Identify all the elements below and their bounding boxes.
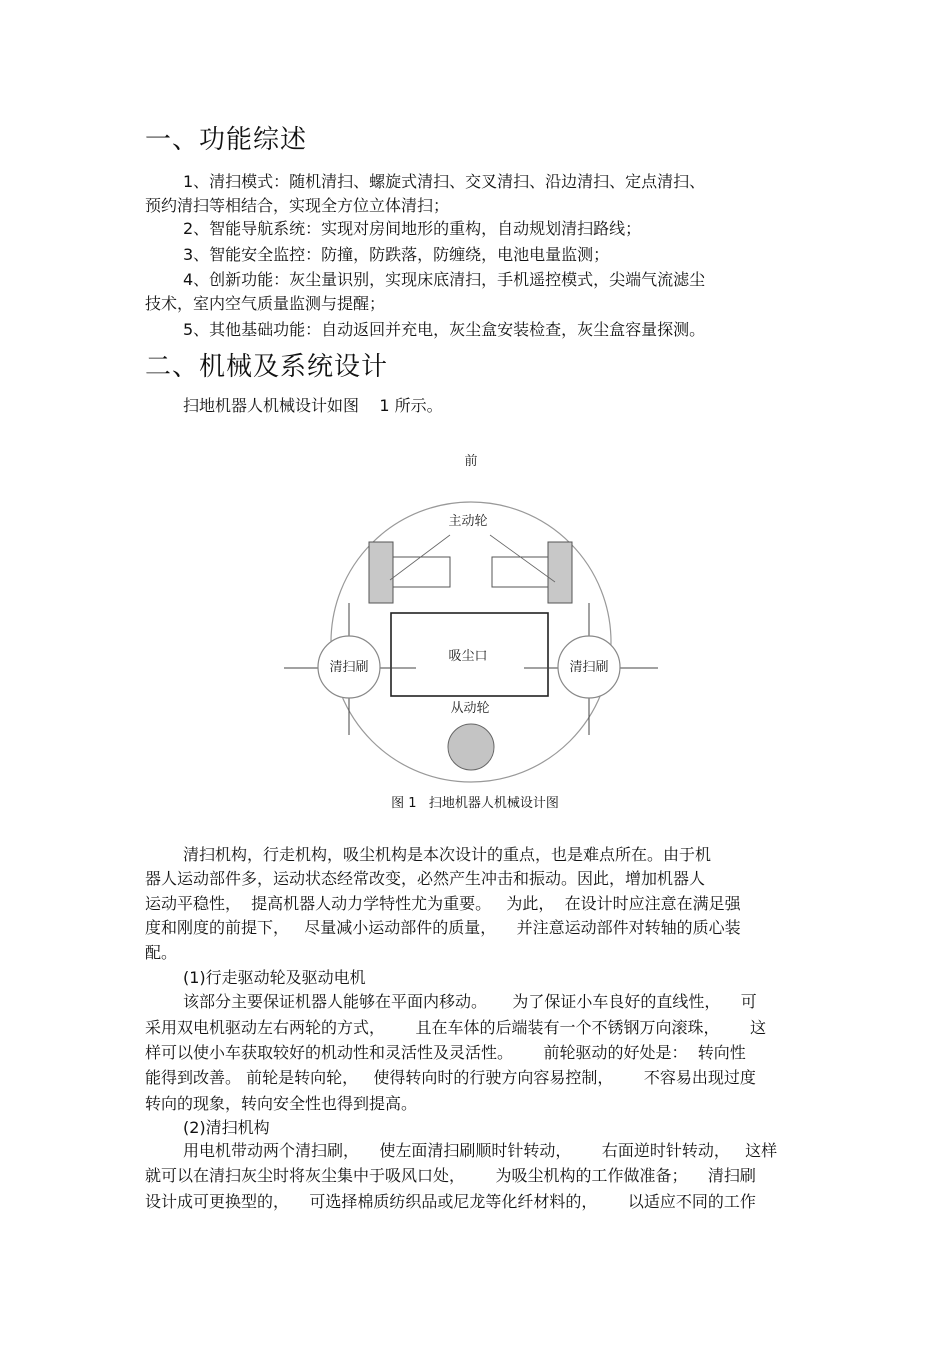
left-drive-wheel	[369, 535, 450, 603]
driven-wheel-label: 从动轮	[450, 701, 490, 716]
right-drive-wheel	[490, 535, 572, 603]
paragraph-line: 设计成可更换型的， 可选择棉质纺织品或尼龙等化纤材料的， 以适应不同的工作	[145, 1192, 756, 1211]
section-2-title: 二、机械及系统设计	[145, 352, 389, 382]
right-brush-label: 清扫刷	[569, 660, 609, 675]
drive-wheel-label: 主动轮	[448, 514, 488, 529]
paragraph-line: 1、清扫模式：随机清扫、螺旋式清扫、交叉清扫、沿边清扫、定点清扫、	[183, 172, 706, 191]
left-brush-label: 清扫刷	[329, 660, 369, 675]
paragraph-line: (2)清扫机构	[183, 1118, 270, 1137]
paragraph-line: 2、智能导航系统：实现对房间地形的重构，自动规划清扫路线；	[183, 219, 642, 238]
driven-wheel	[448, 724, 494, 770]
figure-reference-line: 扫地机器人机械设计如图 1 所示。	[183, 396, 443, 415]
paragraph-line: 预约清扫等相结合，实现全方位立体清扫；	[145, 196, 450, 215]
paragraph-line: 样可以使小车获取较好的机动性和灵活性及灵活性。 前轮驱动的好处是： 转向性	[145, 1043, 746, 1062]
paragraph-line: 清扫机构，行走机构，吸尘机构是本次设计的重点，也是难点所在。由于机	[183, 845, 712, 864]
paragraph-line: 技术，室内空气质量监测与提醒；	[145, 294, 386, 313]
paragraph-line: 就可以在清扫灰尘时将灰尘集中于吸风口处， 为吸尘机构的工作做准备； 清扫刷	[145, 1166, 756, 1185]
paragraph-line: 运动平稳性， 提高机器人动力学特性尤为重要。 为此， 在设计时应注意在满足强	[145, 894, 741, 913]
paragraph-line: 配。	[145, 943, 178, 962]
paragraph-line: 该部分主要保证机器人能够在平面内移动。 为了保证小车良好的直线性， 可	[183, 992, 757, 1011]
paragraph-line: 器人运动部件多，运动状态经常改变，必然产生冲击和振动。因此，增加机器人	[145, 869, 706, 888]
figure-caption: 图 1 扫地机器人机械设计图	[391, 796, 559, 811]
robot-mechanical-diagram	[270, 440, 670, 785]
paragraph-line: 转向的现象，转向安全性也得到提高。	[145, 1094, 418, 1113]
paragraph-line: (1)行走驱动轮及驱动电机	[183, 968, 366, 987]
front-label: 前	[464, 454, 478, 469]
paragraph-line: 度和刚度的前提下， 尽量减小运动部件的质量， 并注意运动部件对转轴的质心装	[145, 918, 741, 937]
paragraph-line: 5、其他基础功能：自动返回并充电，灰尘盒安装检查，灰尘盒容量探测。	[183, 320, 706, 339]
paragraph-line: 采用双电机驱动左右两轮的方式， 且在车体的后端装有一个不锈钢万向滚珠， 这	[145, 1018, 767, 1037]
paragraph-line: 3、智能安全监控：防撞，防跌落，防缠绕，电池电量监测；	[183, 245, 610, 264]
paragraph-line: 能得到改善。 前轮是转向轮， 使得转向时的行驶方向容易控制， 不容易出现过度	[145, 1068, 756, 1087]
suction-port-label: 吸尘口	[448, 649, 488, 664]
section-1-title: 一、功能综述	[145, 125, 308, 155]
paragraph-line: 用电机带动两个清扫刷， 使左面清扫刷顺时针转动， 右面逆时针转动， 这样	[183, 1141, 778, 1160]
paragraph-line: 4、创新功能：灰尘量识别，实现床底清扫，手机遥控模式，尖端气流滤尘	[183, 270, 706, 289]
